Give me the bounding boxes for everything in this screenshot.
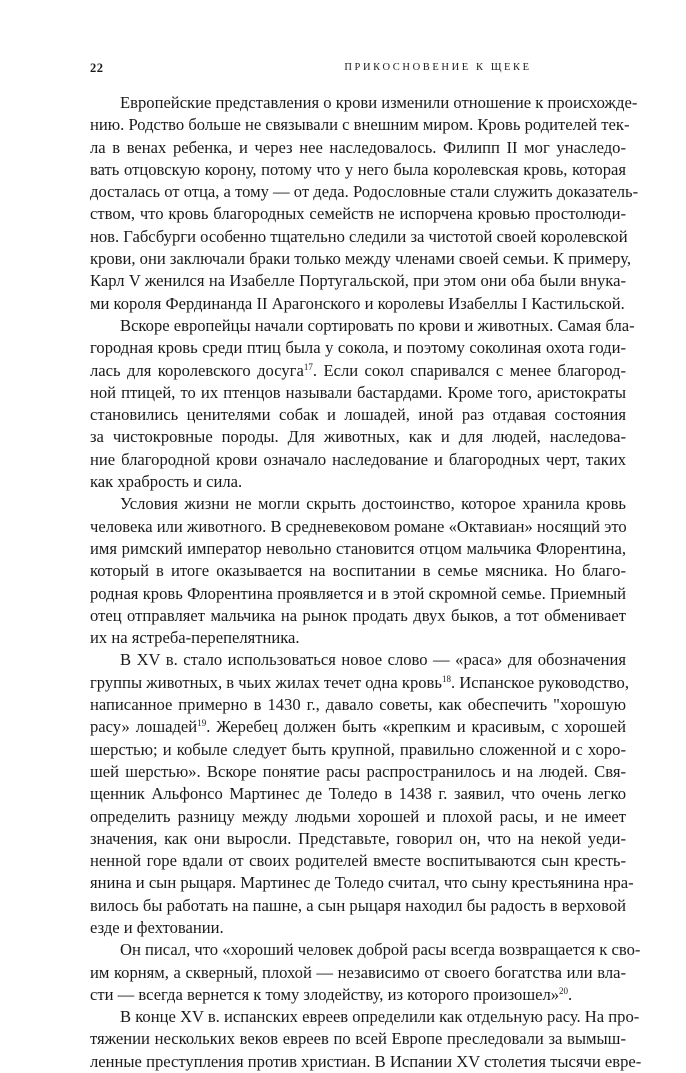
text-line: Вскоре европейцы начали сортировать по крови и животных. Самая бла- [120,315,635,335]
text-fragment: сти — всегда вернется к тому злодейству, из которого произошел» [90,984,560,1004]
paragraph [90,92,639,315]
text-line: В конце XV в. испанских евреев определили как отдельную расу. На про- [120,1007,640,1027]
text-line: человека или животного. В средневековом романе «Октавиан» носящий это [90,516,627,536]
text-line: ной птицей, то их птенцов называли бастардами. Кроме того, аристократы [90,382,626,402]
text-line: их на ястреба-перепелятника. [90,628,300,648]
text-line: Карл V женился на Изабелле Португальской, при этом они оба были внука- [90,271,626,291]
text-fragment: . Испанское руководство, [450,672,629,692]
text-fragment: . Если сокол спаривался с менее благород- [312,360,626,380]
text-line: вилось бы работать на пашне, а сын рыцаря находил бы радость в верховой [90,895,626,915]
paragraph [90,1006,642,1073]
text-line: янина и сын рыцаря. Мартинес де Толедо считал, что сыну крестьянина нра- [90,873,634,893]
text-line: родная кровь Флорентина проявляется и в этой скромной семье. Приемный [90,583,626,603]
text-line: определить разницу между людьми хорошей и плохой расы, и не имеет [90,806,626,826]
footnote-ref[interactable]: 19 [197,718,207,729]
text-line: как храбрость и сила. [90,472,243,492]
text-fragment: . Жеребец должен быть «крепким и красивым, с хорошей [206,717,626,737]
running-head [90,61,626,77]
text-fragment: лась для королевского досуга [90,360,304,380]
text-fragment: группы животных, в чьих жилах течет одна кровь [90,672,442,692]
text-line: нию. Родство больше не связывали с внешним миром. Кровь родителей тек- [90,115,630,135]
footnote-ref[interactable]: 20 [559,985,569,996]
page-number: 22 [90,61,104,75]
footnote-ref[interactable]: 18 [441,673,451,684]
text-line: ленные преступления против христиан. В Испании XV столетия тысячи евре- [90,1051,642,1071]
text-line: крови, они заключали браки только между членами своей семьи. К примеру, [90,249,632,269]
paragraph [90,939,641,1006]
text-line: ние благородной крови означало наследование и благородных черт, таких [90,449,626,469]
paragraph [90,493,626,649]
text-line: шерстью; и кобыле следует быть крупной, правильно сложенной и с хоро- [90,739,626,759]
text-line: ненной горе вдали от своих родителей вместе воспитываются сын кресть- [90,851,626,871]
text-line-with-footnote [90,984,626,1006]
text-line: им корням, а скверный, плохой — независимо от своего богатства или вла- [90,962,626,982]
text-line: который в итоге оказывается на воспитании в семье мясника. Но благо- [90,561,626,581]
text-line: отец отправляет мальчика на рынок продать двух быков, а тот обменивает [90,605,626,625]
text-line: становились ценителями собак и лошадей, иной раз отдавая состояния [90,405,626,425]
text-line: Он писал, что «хороший человек доброй расы всегда возвращается к сво- [120,940,641,960]
text-line: тяжении нескольких веков евреев по всей Европе преследовали за вымыш- [90,1029,626,1049]
running-title: ПРИКОСНОВЕНИЕ К ЩЕКЕ [344,62,532,73]
text-line: Условия жизни не могли скрыть достоинство, которое хранила кровь [120,494,626,514]
text-line: щенник Альфонсо Мартинес де Толедо в 1438 г. заявил, что очень легко [90,784,626,804]
text-line: имя римский император невольно становится отцом мальчика Флорентина, [90,538,626,558]
text-line-with-footnote [90,672,629,694]
text-line: городная кровь среди птиц была у сокола, и поэтому соколиная охота годи- [90,338,626,358]
paragraph [90,315,635,493]
text-line-with-footnote [90,360,626,382]
text-line: написанное примерно в 1430 г., давало советы, как обеспечить "хорошую [90,695,626,715]
text-line: В XV в. стало использоваться новое слово — «раса» для обозначения [120,650,626,670]
text-line: ла в венах ребенка, и через нее наследовалось. Филипп II мог унаследо- [90,137,626,157]
paragraph [90,649,634,939]
text-line: за чистокровные породы. Для животных, как и для людей, наследова- [90,427,626,447]
body-text [90,92,642,1073]
text-line: досталась от отца, а тому — от деда. Родословные стали служить доказатель- [90,182,639,202]
text-line: нов. Габсбурги особенно тщательно следили за чистотой своей королевской [90,226,628,246]
text-line: ством, что кровь благородных семейств не испорчена кровью простолюди- [90,204,626,224]
text-line: значения, как они выросли. Представьте, говорил он, что на некой уеди- [90,828,626,848]
text-line: Европейские представления о крови изменили отношение к происхожде- [120,93,638,112]
text-line: вать отцовскую корону, потому что у него была королевская кровь, которая [90,159,626,179]
text-line-with-footnote [90,716,626,738]
text-line: ми короля Фердинанда II Арагонского и королевы Изабеллы I Кастильской. [90,293,625,313]
text-fragment: . [568,984,573,1004]
text-line: шей шерстью». Вскоре понятие расы распространилось и на людей. Свя- [90,761,626,781]
text-line: езде и фехтовании. [90,917,224,937]
text-fragment: расу» лошадей [90,717,198,737]
footnote-ref[interactable]: 17 [303,361,313,372]
